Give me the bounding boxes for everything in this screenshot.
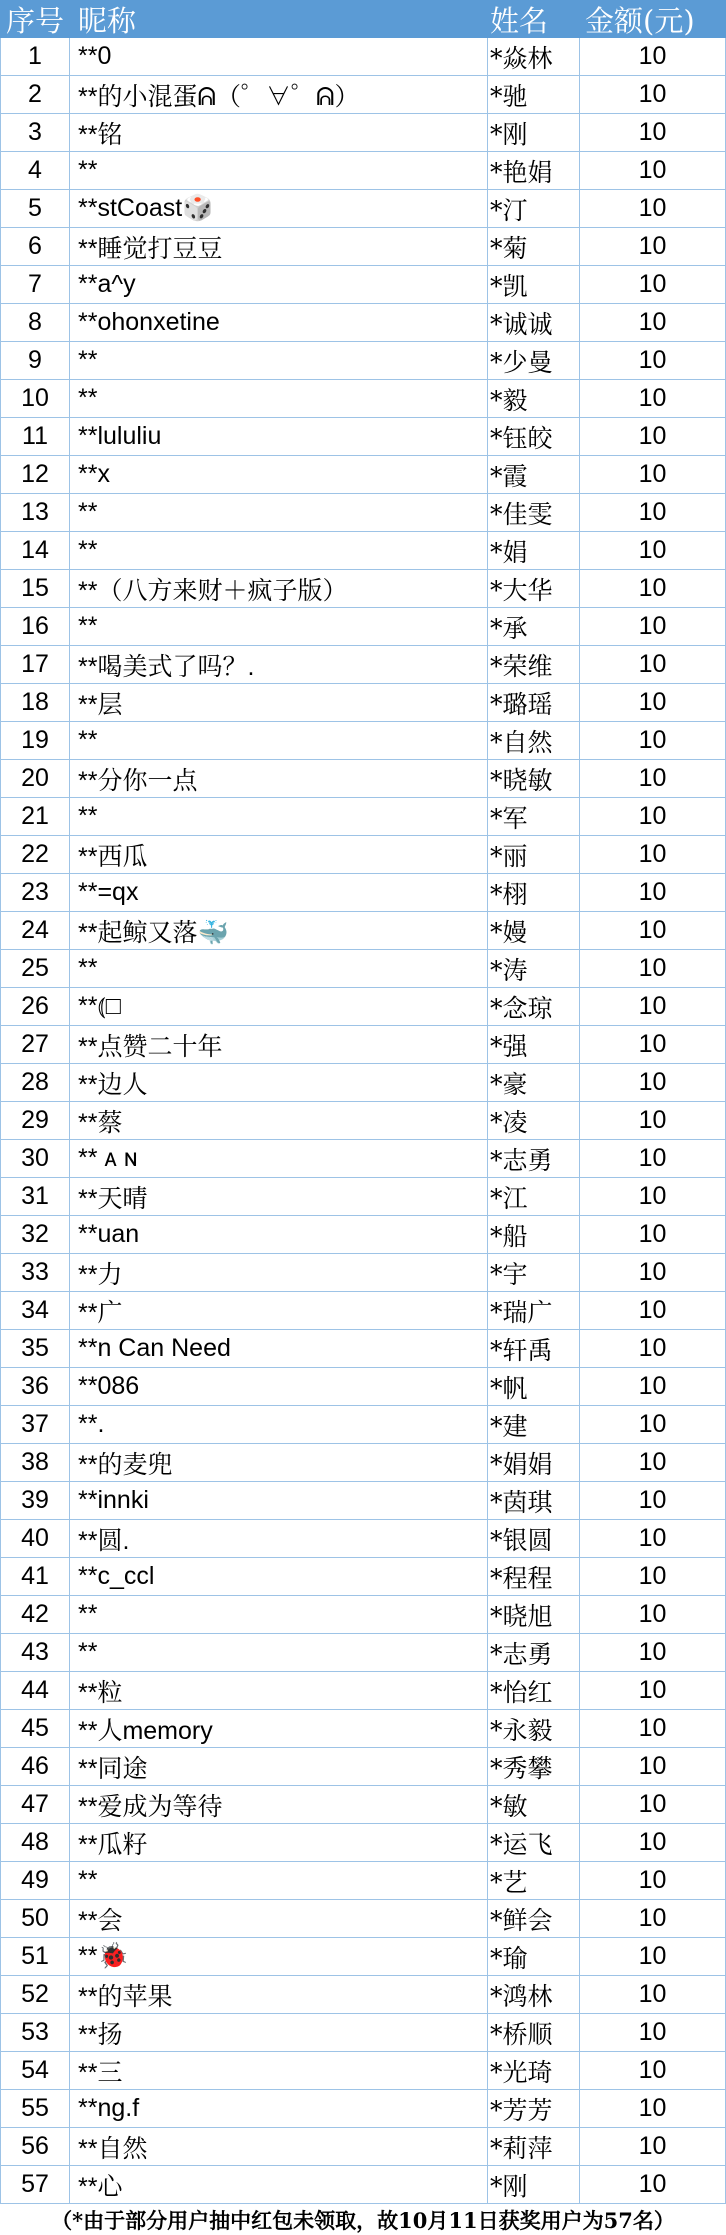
- row-seq: 20: [0, 760, 70, 797]
- row-seq: 55: [0, 2090, 70, 2127]
- row-name: *佳雯: [488, 494, 580, 531]
- row-nickname: **铭: [70, 114, 488, 151]
- row-nickname: **粒: [70, 1672, 488, 1709]
- row-amount: 10: [580, 76, 726, 113]
- table-row: [0, 1368, 726, 1406]
- row-seq: 50: [0, 1900, 70, 1937]
- row-seq: 51: [0, 1938, 70, 1975]
- row-amount: 10: [580, 874, 726, 911]
- table-row: [0, 760, 726, 798]
- row-amount: 10: [580, 1254, 726, 1291]
- row-nickname: **: [70, 608, 488, 645]
- row-name: *菊: [488, 228, 580, 265]
- row-nickname: **广: [70, 1292, 488, 1329]
- table-row: [0, 266, 726, 304]
- row-nickname: **ohonxetine: [70, 304, 488, 341]
- row-seq: 33: [0, 1254, 70, 1291]
- table-row: [0, 2166, 726, 2204]
- row-amount: 10: [580, 1482, 726, 1519]
- header-seq: 序号: [5, 3, 64, 38]
- row-seq: 47: [0, 1786, 70, 1823]
- row-seq: 39: [0, 1482, 70, 1519]
- row-name: *娟: [488, 532, 580, 569]
- row-name: *刚: [488, 114, 580, 151]
- row-name: *晓敏: [488, 760, 580, 797]
- row-amount: 10: [580, 1368, 726, 1405]
- row-nickname: **.: [70, 1406, 488, 1443]
- row-name: *怡红: [488, 1672, 580, 1709]
- row-nickname: **三: [70, 2052, 488, 2089]
- table-row: [0, 2014, 726, 2052]
- row-name: *凯: [488, 266, 580, 303]
- row-nickname: **扬: [70, 2014, 488, 2051]
- row-amount: 10: [580, 646, 726, 683]
- row-seq: 4: [0, 152, 70, 189]
- row-amount: 10: [580, 836, 726, 873]
- row-amount: 10: [580, 2090, 726, 2127]
- row-amount: 10: [580, 1710, 726, 1747]
- table-row: [0, 1938, 726, 1976]
- row-seq: 13: [0, 494, 70, 531]
- row-amount: 10: [580, 380, 726, 417]
- row-seq: 7: [0, 266, 70, 303]
- table-row: [0, 1900, 726, 1938]
- row-name: *钰皎: [488, 418, 580, 455]
- row-seq: 35: [0, 1330, 70, 1367]
- table-row: [0, 1710, 726, 1748]
- row-name: *涛: [488, 950, 580, 987]
- row-nickname: **点赞二十年: [70, 1026, 488, 1063]
- row-seq: 29: [0, 1102, 70, 1139]
- row-seq: 42: [0, 1596, 70, 1633]
- row-name: *光琦: [488, 2052, 580, 2089]
- row-name: *自然: [488, 722, 580, 759]
- row-nickname: **睡觉打豆豆: [70, 228, 488, 265]
- table-row: [0, 1976, 726, 2014]
- row-nickname: **人memory: [70, 1710, 488, 1747]
- row-amount: 10: [580, 304, 726, 341]
- row-amount: 10: [580, 2014, 726, 2051]
- row-name: *驰: [488, 76, 580, 113]
- row-amount: 10: [580, 1140, 726, 1177]
- row-nickname: **的苹果: [70, 1976, 488, 2013]
- table-row: [0, 1330, 726, 1368]
- row-nickname: **lululiu: [70, 418, 488, 455]
- row-seq: 11: [0, 418, 70, 455]
- row-nickname: **层: [70, 684, 488, 721]
- row-nickname: **西瓜: [70, 836, 488, 873]
- row-nickname: **: [70, 950, 488, 987]
- row-seq: 14: [0, 532, 70, 569]
- row-name: *芳芳: [488, 2090, 580, 2127]
- table-header: [0, 0, 726, 38]
- row-amount: 10: [580, 1064, 726, 1101]
- table-row: [0, 1064, 726, 1102]
- row-amount: 10: [580, 570, 726, 607]
- row-seq: 25: [0, 950, 70, 987]
- table-row: [0, 1140, 726, 1178]
- row-nickname: **stCoast🎲: [70, 190, 488, 227]
- row-amount: 10: [580, 38, 726, 75]
- row-nickname: **: [70, 1634, 488, 1671]
- row-name: *建: [488, 1406, 580, 1443]
- row-amount: 10: [580, 2052, 726, 2089]
- row-name: *轩禹: [488, 1330, 580, 1367]
- table-row: [0, 1520, 726, 1558]
- row-nickname: **ng.f: [70, 2090, 488, 2127]
- table-row: [0, 1254, 726, 1292]
- row-seq: 54: [0, 2052, 70, 2089]
- row-seq: 57: [0, 2166, 70, 2203]
- row-nickname: **086: [70, 1368, 488, 1405]
- table-row: [0, 646, 726, 684]
- row-seq: 10: [0, 380, 70, 417]
- row-seq: 32: [0, 1216, 70, 1253]
- row-amount: 10: [580, 266, 726, 303]
- table-row: [0, 2090, 726, 2128]
- row-name: *承: [488, 608, 580, 645]
- row-seq: 28: [0, 1064, 70, 1101]
- table-row: [0, 1596, 726, 1634]
- row-nickname: **: [70, 798, 488, 835]
- row-name: *运飞: [488, 1824, 580, 1861]
- row-seq: 38: [0, 1444, 70, 1481]
- row-amount: 10: [580, 1026, 726, 1063]
- row-seq: 3: [0, 114, 70, 151]
- row-name: *敏: [488, 1786, 580, 1823]
- row-name: *船: [488, 1216, 580, 1253]
- table-row: [0, 1292, 726, 1330]
- row-nickname: ** ᴀ ɴ: [70, 1140, 488, 1177]
- row-nickname: **⦅□: [70, 988, 488, 1025]
- row-name: *丽: [488, 836, 580, 873]
- row-amount: 10: [580, 228, 726, 265]
- table-row: [0, 342, 726, 380]
- row-amount: 10: [580, 2128, 726, 2165]
- row-name: *帆: [488, 1368, 580, 1405]
- row-nickname: **c_ccl: [70, 1558, 488, 1595]
- table-row: [0, 1558, 726, 1596]
- row-seq: 41: [0, 1558, 70, 1595]
- row-amount: 10: [580, 190, 726, 227]
- row-seq: 8: [0, 304, 70, 341]
- row-amount: 10: [580, 114, 726, 151]
- header-amount: 金额(元): [585, 3, 695, 38]
- row-seq: 19: [0, 722, 70, 759]
- row-nickname: **innki: [70, 1482, 488, 1519]
- row-amount: 10: [580, 1216, 726, 1253]
- table-row: [0, 1406, 726, 1444]
- row-name: *少曼: [488, 342, 580, 379]
- row-seq: 21: [0, 798, 70, 835]
- row-seq: 17: [0, 646, 70, 683]
- table-row: [0, 836, 726, 874]
- row-name: *鲜会: [488, 1900, 580, 1937]
- row-amount: 10: [580, 2166, 726, 2203]
- row-nickname: **a^y: [70, 266, 488, 303]
- row-amount: 10: [580, 1900, 726, 1937]
- row-name: *诚诚: [488, 304, 580, 341]
- row-name: *茵琪: [488, 1482, 580, 1519]
- row-nickname: **圆.: [70, 1520, 488, 1557]
- row-nickname: **=qx: [70, 874, 488, 911]
- table-row: [0, 1026, 726, 1064]
- row-nickname: **uan: [70, 1216, 488, 1253]
- table-row: [0, 114, 726, 152]
- row-nickname: **心: [70, 2166, 488, 2203]
- row-nickname: **: [70, 342, 488, 379]
- header-nickname: 昵称: [78, 3, 137, 38]
- table-row: [0, 190, 726, 228]
- row-nickname: **会: [70, 1900, 488, 1937]
- table-row: [0, 304, 726, 342]
- row-seq: 30: [0, 1140, 70, 1177]
- table-row: [0, 76, 726, 114]
- row-seq: 18: [0, 684, 70, 721]
- row-seq: 9: [0, 342, 70, 379]
- table-row: [0, 152, 726, 190]
- row-name: *璐瑶: [488, 684, 580, 721]
- row-seq: 36: [0, 1368, 70, 1405]
- table-row: [0, 1672, 726, 1710]
- table-row: [0, 418, 726, 456]
- row-nickname: **同途: [70, 1748, 488, 1785]
- row-name: *晓旭: [488, 1596, 580, 1633]
- row-amount: 10: [580, 1938, 726, 1975]
- row-nickname: **（八方来财＋疯子版）: [70, 570, 488, 607]
- row-amount: 10: [580, 1748, 726, 1785]
- row-name: *刚: [488, 2166, 580, 2203]
- row-amount: 10: [580, 1824, 726, 1861]
- row-name: *嫚: [488, 912, 580, 949]
- table-row: [0, 988, 726, 1026]
- table-row: [0, 228, 726, 266]
- row-name: *栩: [488, 874, 580, 911]
- row-amount: 10: [580, 342, 726, 379]
- row-name: *强: [488, 1026, 580, 1063]
- row-name: *瑜: [488, 1938, 580, 1975]
- row-seq: 49: [0, 1862, 70, 1899]
- row-amount: 10: [580, 798, 726, 835]
- row-seq: 40: [0, 1520, 70, 1557]
- row-seq: 6: [0, 228, 70, 265]
- row-name: *银圆: [488, 1520, 580, 1557]
- table-row: [0, 1216, 726, 1254]
- row-amount: 10: [580, 418, 726, 455]
- row-name: *程程: [488, 1558, 580, 1595]
- row-amount: 10: [580, 1520, 726, 1557]
- row-seq: 1: [0, 38, 70, 75]
- row-nickname: **: [70, 152, 488, 189]
- row-amount: 10: [580, 950, 726, 987]
- table-row: [0, 570, 726, 608]
- row-nickname: **: [70, 380, 488, 417]
- row-seq: 46: [0, 1748, 70, 1785]
- row-amount: 10: [580, 1444, 726, 1481]
- row-seq: 44: [0, 1672, 70, 1709]
- row-amount: 10: [580, 1596, 726, 1633]
- row-nickname: **的小混蛋ᕱ（゜∀゜ᕱ）: [70, 76, 488, 113]
- row-amount: 10: [580, 494, 726, 531]
- row-amount: 10: [580, 988, 726, 1025]
- row-name: *桥顺: [488, 2014, 580, 2051]
- row-seq: 31: [0, 1178, 70, 1215]
- row-name: *念琼: [488, 988, 580, 1025]
- row-name: *莉萍: [488, 2128, 580, 2165]
- row-amount: 10: [580, 684, 726, 721]
- row-amount: 10: [580, 152, 726, 189]
- row-seq: 24: [0, 912, 70, 949]
- table-row: [0, 912, 726, 950]
- row-name: *豪: [488, 1064, 580, 1101]
- row-seq: 16: [0, 608, 70, 645]
- row-seq: 12: [0, 456, 70, 493]
- row-amount: 10: [580, 532, 726, 569]
- row-name: *焱林: [488, 38, 580, 75]
- row-name: *志勇: [488, 1634, 580, 1671]
- row-nickname: **: [70, 532, 488, 569]
- row-seq: 23: [0, 874, 70, 911]
- table-row: [0, 1862, 726, 1900]
- row-nickname: **: [70, 1862, 488, 1899]
- row-amount: 10: [580, 1406, 726, 1443]
- row-nickname: **喝美式了吗？.: [70, 646, 488, 683]
- row-amount: 10: [580, 1178, 726, 1215]
- table-row: [0, 1786, 726, 1824]
- row-seq: 27: [0, 1026, 70, 1063]
- table-row: [0, 1748, 726, 1786]
- row-nickname: **蔡: [70, 1102, 488, 1139]
- table-row: [0, 1444, 726, 1482]
- table-row: [0, 1102, 726, 1140]
- table-row: [0, 950, 726, 988]
- row-seq: 52: [0, 1976, 70, 2013]
- row-amount: 10: [580, 1292, 726, 1329]
- row-seq: 22: [0, 836, 70, 873]
- row-name: *军: [488, 798, 580, 835]
- row-nickname: **爱成为等待: [70, 1786, 488, 1823]
- row-name: *凌: [488, 1102, 580, 1139]
- table-row: [0, 1482, 726, 1520]
- row-name: *霞: [488, 456, 580, 493]
- row-name: *娟娟: [488, 1444, 580, 1481]
- row-nickname: **n Can Need: [70, 1330, 488, 1367]
- row-name: *大华: [488, 570, 580, 607]
- table-row: [0, 722, 726, 760]
- header-name: 姓名: [490, 3, 549, 38]
- footer-note: （*由于部分用户抽中红包未领取，故10月11日获奖用户为57名）: [0, 2204, 726, 2235]
- table-row: [0, 532, 726, 570]
- table-row: [0, 1178, 726, 1216]
- row-nickname: **的麦兜: [70, 1444, 488, 1481]
- row-seq: 37: [0, 1406, 70, 1443]
- row-amount: 10: [580, 1672, 726, 1709]
- row-nickname: **分你一点: [70, 760, 488, 797]
- row-name: *鸿林: [488, 1976, 580, 2013]
- row-seq: 56: [0, 2128, 70, 2165]
- table-row: [0, 494, 726, 532]
- row-amount: 10: [580, 1102, 726, 1139]
- row-seq: 2: [0, 76, 70, 113]
- table-row: [0, 874, 726, 912]
- table-row: [0, 1634, 726, 1672]
- table-row: [0, 38, 726, 76]
- row-nickname: **起鲸又落🐳: [70, 912, 488, 949]
- row-seq: 48: [0, 1824, 70, 1861]
- table-row: [0, 456, 726, 494]
- row-nickname: **自然: [70, 2128, 488, 2165]
- winners-table: [0, 38, 726, 2204]
- table-row: [0, 2052, 726, 2090]
- row-nickname: **: [70, 1596, 488, 1633]
- table-row: [0, 684, 726, 722]
- table-row: [0, 1824, 726, 1862]
- row-name: *瑞广: [488, 1292, 580, 1329]
- row-amount: 10: [580, 760, 726, 797]
- row-nickname: **x: [70, 456, 488, 493]
- row-amount: 10: [580, 1786, 726, 1823]
- row-name: *秀攀: [488, 1748, 580, 1785]
- table-row: [0, 380, 726, 418]
- row-name: *荣维: [488, 646, 580, 683]
- row-amount: 10: [580, 1862, 726, 1899]
- row-amount: 10: [580, 1976, 726, 2013]
- row-amount: 10: [580, 608, 726, 645]
- row-name: *宇: [488, 1254, 580, 1291]
- table-row: [0, 2128, 726, 2166]
- row-seq: 53: [0, 2014, 70, 2051]
- row-nickname: **瓜籽: [70, 1824, 488, 1861]
- row-nickname: **边人: [70, 1064, 488, 1101]
- row-amount: 10: [580, 912, 726, 949]
- row-nickname: **: [70, 722, 488, 759]
- row-amount: 10: [580, 1558, 726, 1595]
- row-seq: 5: [0, 190, 70, 227]
- table-row: [0, 798, 726, 836]
- row-name: *志勇: [488, 1140, 580, 1177]
- row-name: *毅: [488, 380, 580, 417]
- row-seq: 43: [0, 1634, 70, 1671]
- row-amount: 10: [580, 1634, 726, 1671]
- row-nickname: **力: [70, 1254, 488, 1291]
- row-nickname: **: [70, 494, 488, 531]
- table-row: [0, 608, 726, 646]
- row-nickname: **🐞: [70, 1938, 488, 1975]
- row-amount: 10: [580, 456, 726, 493]
- row-amount: 10: [580, 1330, 726, 1367]
- row-name: *江: [488, 1178, 580, 1215]
- row-name: *汀: [488, 190, 580, 227]
- row-seq: 34: [0, 1292, 70, 1329]
- row-name: *艺: [488, 1862, 580, 1899]
- row-name: *艳娟: [488, 152, 580, 189]
- row-name: *永毅: [488, 1710, 580, 1747]
- row-nickname: **天晴: [70, 1178, 488, 1215]
- row-seq: 15: [0, 570, 70, 607]
- row-amount: 10: [580, 722, 726, 759]
- row-nickname: **0: [70, 38, 488, 75]
- row-seq: 45: [0, 1710, 70, 1747]
- row-seq: 26: [0, 988, 70, 1025]
